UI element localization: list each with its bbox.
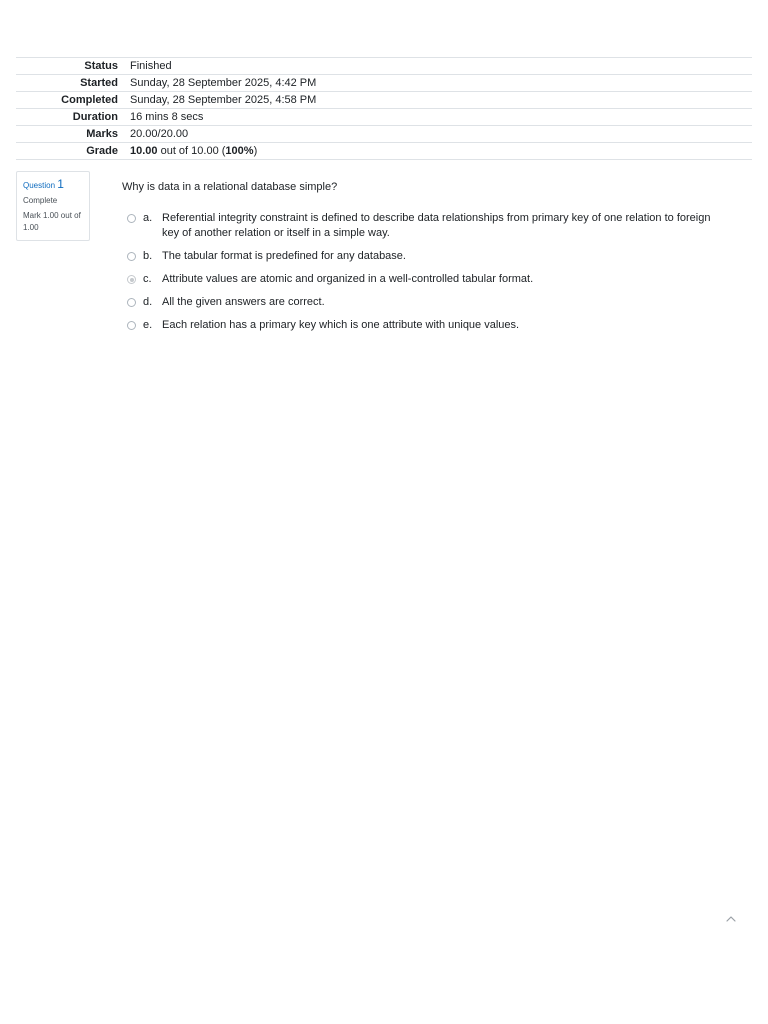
quiz-summary-table (16, 57, 752, 160)
question-info-box (16, 171, 90, 241)
status-value: Finished (130, 60, 172, 72)
started-label: Started (80, 77, 118, 89)
completed-value: Sunday, 28 September 2025, 4:58 PM (130, 94, 317, 106)
marks-label: Marks (86, 128, 118, 140)
completed-label: Completed (61, 94, 118, 106)
status-label: Status (84, 60, 118, 72)
summary-row-started (16, 75, 752, 92)
answer-letter-b: b. (143, 250, 153, 262)
grade-score: 10.00 (130, 145, 158, 157)
grade-close: ) (253, 145, 258, 157)
grade-label: Grade (86, 145, 118, 157)
answer-text-e: Each relation has a primary key which is one attribute with unique values. (162, 319, 520, 331)
answer-letter-e: e. (143, 319, 153, 331)
answer-radio-b[interactable] (127, 252, 136, 261)
summary-row-marks (16, 126, 752, 143)
question-text: Why is data in a relational database simple? (122, 181, 338, 193)
answer-list (127, 211, 727, 341)
answer-radio-a[interactable] (127, 214, 136, 223)
chevron-up-icon (725, 913, 737, 925)
back-to-top-button[interactable] (723, 913, 739, 929)
answer-radio-d[interactable] (127, 298, 136, 307)
answer-option-e[interactable] (127, 318, 727, 333)
summary-row-status (16, 58, 752, 75)
question-number-value: 1 (57, 177, 64, 191)
question-mark: Mark 1.00 out of 1.00 (23, 211, 81, 232)
answer-letter-d: d. (143, 296, 153, 308)
summary-row-completed (16, 92, 752, 109)
summary-row-grade (16, 143, 752, 160)
question-state: Complete (23, 196, 58, 205)
answer-option-b[interactable] (127, 249, 727, 264)
duration-label: Duration (72, 111, 118, 123)
answer-radio-e[interactable] (127, 321, 136, 330)
answer-option-d[interactable] (127, 295, 727, 310)
duration-value: 16 mins 8 secs (130, 111, 204, 123)
question-label: Question (23, 181, 56, 190)
answer-text-d: All the given answers are correct. (162, 296, 325, 308)
grade-percent: 100% (225, 145, 254, 157)
answer-text-a: Referential integrity constraint is defined to describe data relationships from primary key of one relation to foreign key of another relation or itself in a simple way. (162, 212, 711, 239)
answer-option-c[interactable] (127, 272, 727, 287)
answer-text-c: Attribute values are atomic and organized in a well-controlled tabular format. (162, 273, 534, 285)
answer-letter-c: c. (143, 273, 152, 285)
answer-option-a[interactable] (127, 211, 727, 241)
grade-value (124, 143, 752, 160)
answer-text-b: The tabular format is predefined for any database. (162, 250, 406, 262)
question-number (23, 177, 84, 193)
marks-value: 20.00/20.00 (130, 128, 189, 140)
summary-row-duration (16, 109, 752, 126)
answer-radio-c[interactable] (127, 275, 136, 284)
answer-letter-a: a. (143, 212, 153, 224)
started-value: Sunday, 28 September 2025, 4:42 PM (130, 77, 317, 89)
grade-out-of: out of 10.00 ( (157, 145, 226, 157)
